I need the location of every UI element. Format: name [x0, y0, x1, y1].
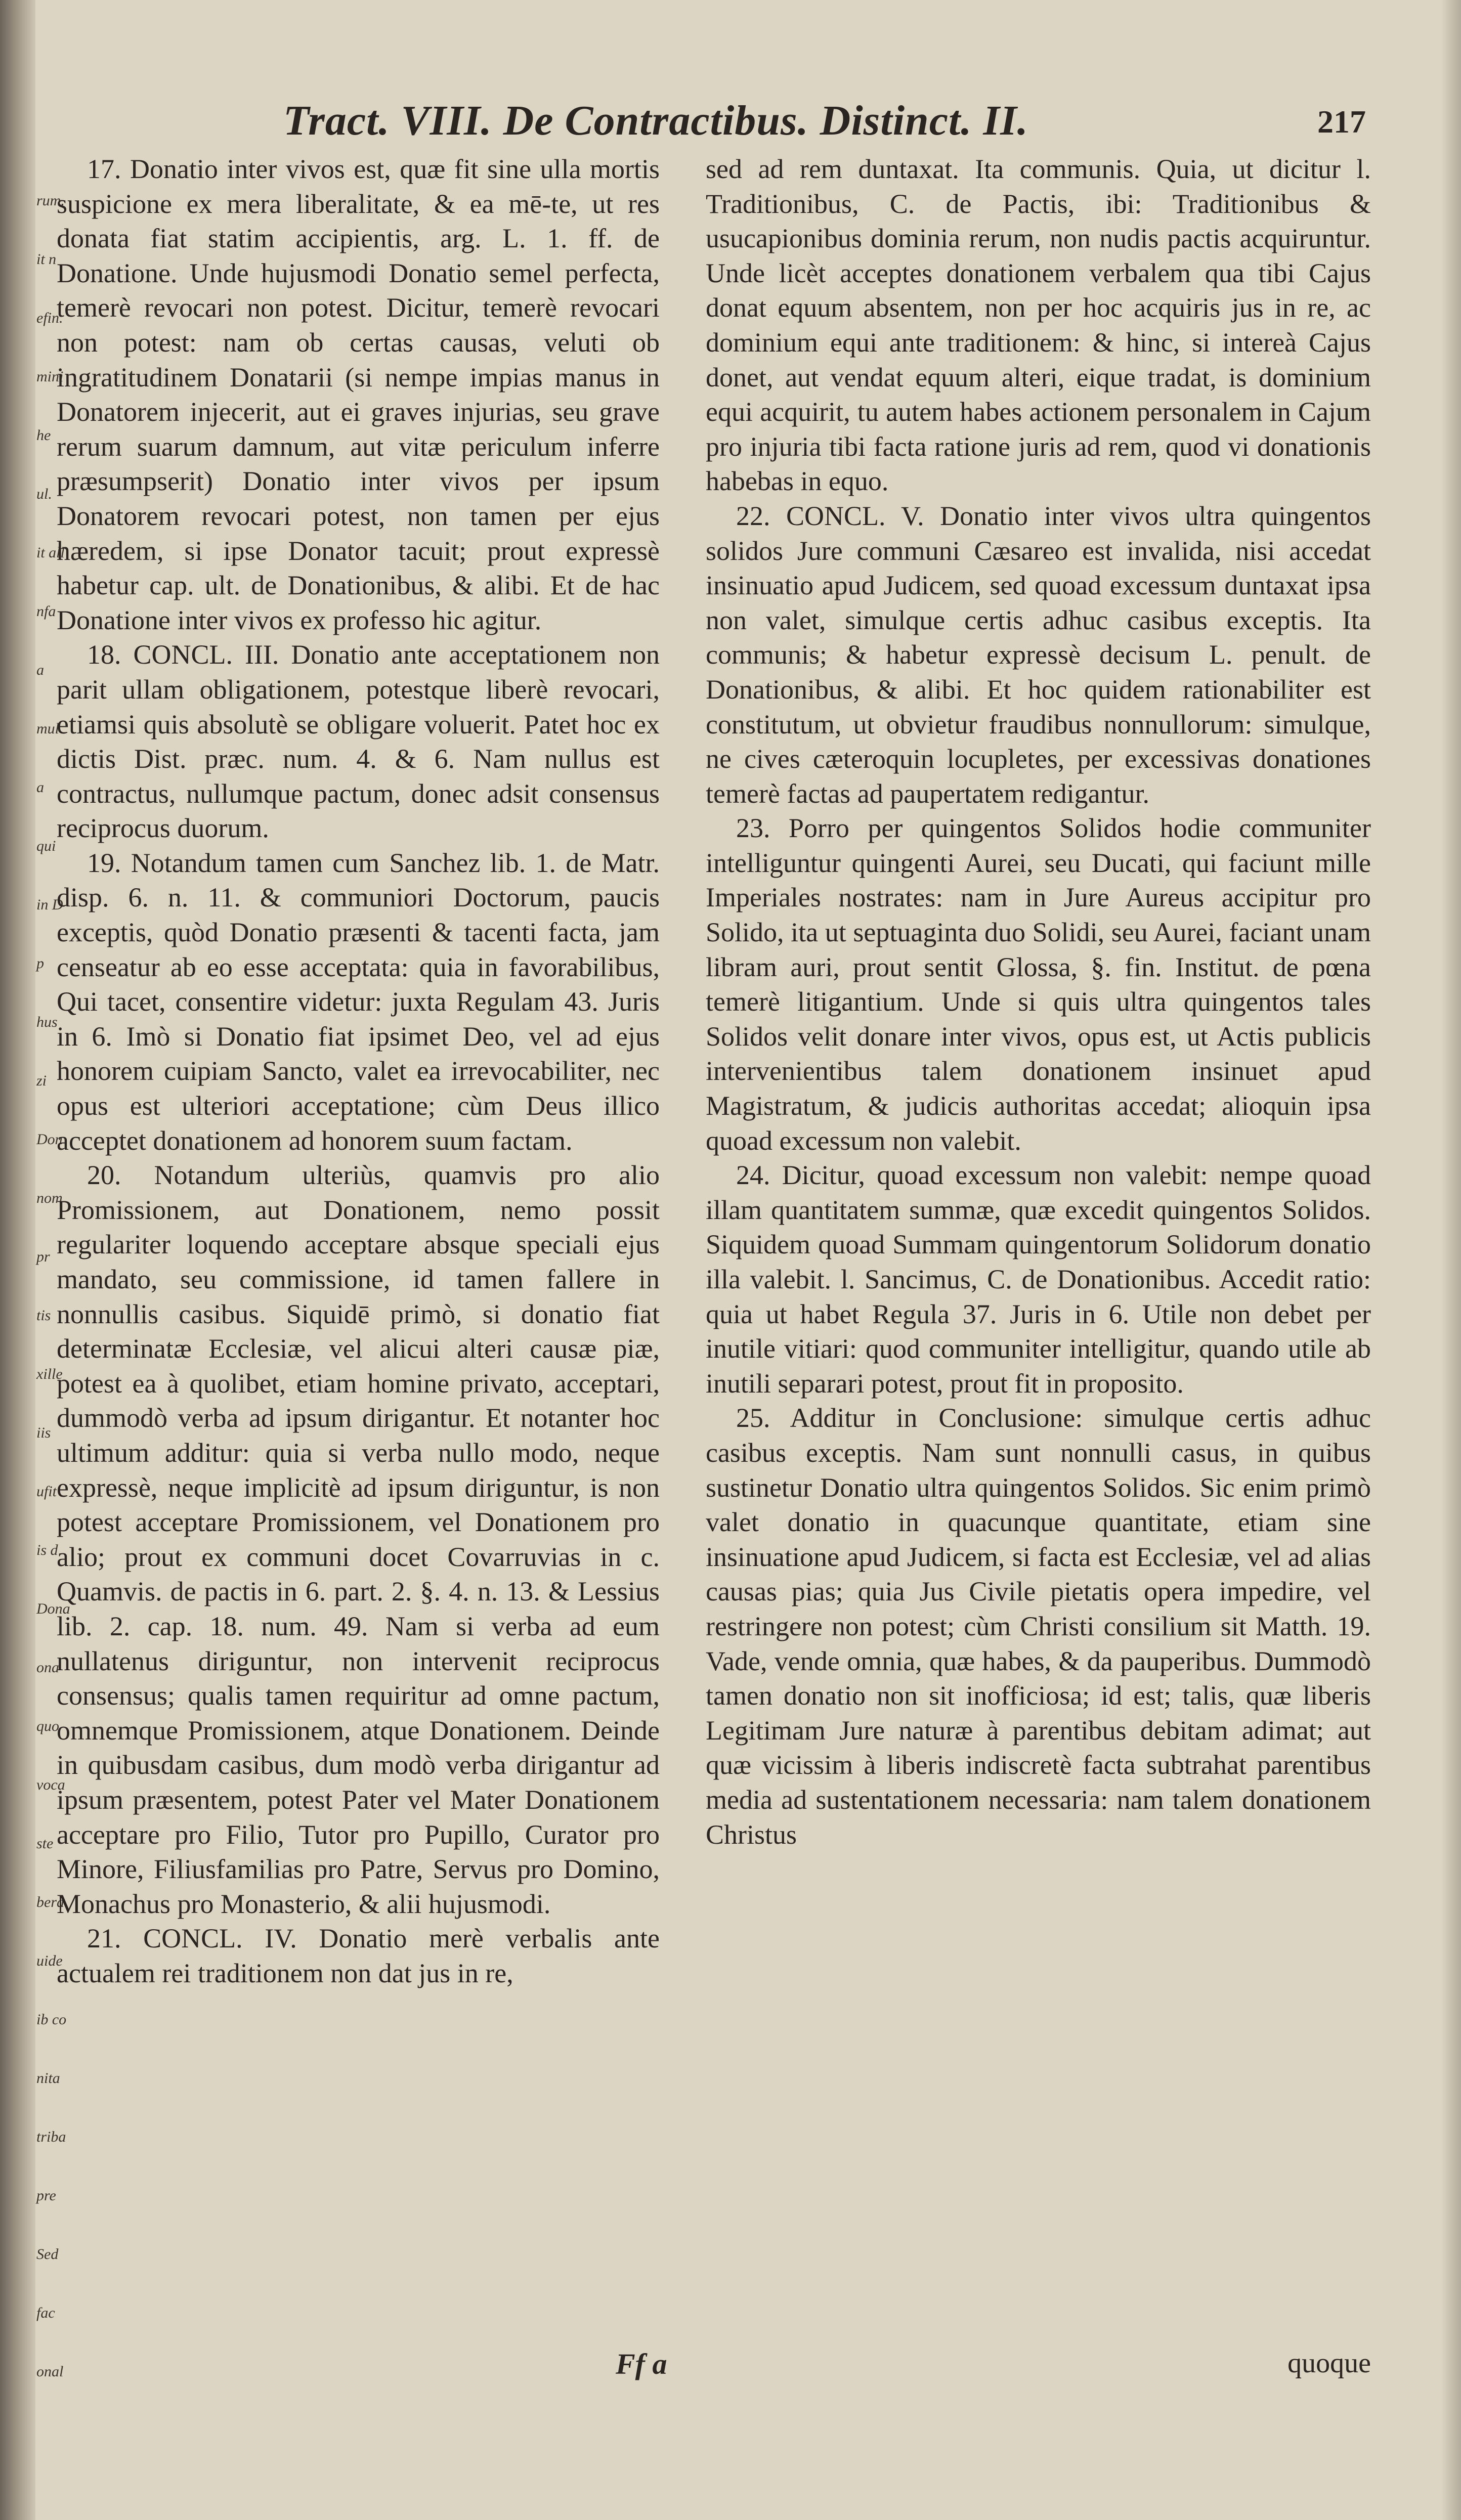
- margin-fragment: onal: [36, 2363, 64, 2380]
- paragraph: sed ad rem duntaxat. Ita communis. Quia, ut dicitur l. Traditionibus, C. de Pactis, ibi: Traditionibus & usucapionibus dominia rerum, non nudis pactis acquiruntur. Unde licèt acceptes donationem verbalem qua tibi Cajus donat equum absentem, non per hoc acquiris jus in re, ac dominium equi ante traditionem: & hinc, si intereà Cajus donet, aut vendat equum alteri, eique tradat, is dominium equi acquirit, tu autem habes actionem personalem in Cajum pro injuria tibi facta ratione juris ad rem, quod vi donationis habebas in equo.: [706, 154, 1371, 497]
- paragraph: 23. Porro per quingentos Solidos hodie communiter intelliguntur quingenti Aurei, seu Ducati, qui faciunt mille Imperiales nostrates: nam in Jure Aureus accipitur pro Solido, ita ut septuaginta duo Solidi, seu Aurei, faciant unam libram auri, prout sentit Glossa, §. fin. Institut. de pœna temerè litigantium. Unde si quis ultra quingentos tales Solidos velit donare inter vivos, opus est, ut Actis publicis intervenientibus talem donationem insinuet apud Magistratum, & judicis authoritas accedat; alioquin ipsa quoad excessum non valebit.: [706, 813, 1371, 1156]
- paragraph: 22. CONCL. V. Donatio inter vivos ultra quingentos solidos Jure communi Cæsareo est invalida, nisi accedat insinuatio apud Judicem, sed quoad excessum duntaxat ipsa non valet, simulque certis adhuc casibus exceptis. Ita communis; & habetur expressè decisum L. penult. de Donationibus, & alibi. Et hoc quidem rationabiliter est constitutum, ut obvietur fraudibus nonnullorum: simulque, ne cives cæteroquin locupletes, per excessivas donationes temerè factas ad paupertatem redigantur.: [706, 500, 1371, 809]
- binding-gutter: [0, 0, 35, 2520]
- margin-fragment: triba: [36, 2128, 66, 2145]
- page-footer: [57, 2347, 1371, 2398]
- margin-fragment: efin.: [36, 310, 63, 326]
- previous-page-margin: [36, 192, 70, 2468]
- margin-fragment: xille: [36, 1366, 63, 1382]
- margin-fragment: voca: [36, 1776, 65, 1793]
- margin-fragment: iis: [36, 1424, 51, 1441]
- page-number: 217: [1317, 104, 1366, 140]
- margin-fragment: is d: [36, 1542, 58, 1558]
- left-text-column: [57, 152, 660, 2327]
- paragraph: 24. Dicitur, quoad excessum non valebit: nempe quoad illam quantitatem summæ, quæ excedit quingentos Solidos. Siquidem quoad Summam quingentorum Solidorum donatio illa valebit. l. Sancimus, C. de Donationibus. Accedit ratio: quia ut habet Regula 37. Juris in 6. Utile non debet per inutile vitiari: quod communiter intelligitur, quando utile ab inutili separari potest, prout fit in proposito.: [706, 1160, 1371, 1399]
- margin-fragment: ib co: [36, 2011, 67, 2028]
- paragraph: 17. Donatio inter vivos est, quæ fit sine ulla mortis suspicione ex mera liberalitate, & ea mē-te, ut res donata fiat statim accipientis, arg. L. 1. ff. de Donatione. Unde hujusmodi Donatio semel perfecta, temerè revocari non potest. Dicitur, temerè revocari non potest: nam ob certas causas, veluti ob ingratitudinem Donatarii (si nempe impias manus in Donatorem injecerit, aut ei graves injurias, seu grave rerum suarum damnum, aut vitæ periculum inferre præsumpserit) Donatio inter vivos per ipsum Donatorem revocari potest, non tamen per ejus hæredem, si ipse Donator tacuit; prout expressè habetur cap. ult. de Donationibus, & alibi. Et de hac Donatione inter vivos ex professo hic agitur.: [57, 154, 660, 635]
- paragraph: 20. Notandum ulteriùs, quamvis pro alio Promissionem, aut Donationem, nemo possit regulariter loquendo acceptare absque speciali ejus mandato, seu commissione, id tamen fallere in nonnullis casibus. Siquidē primò, si donatio fiat determinatæ Ecclesiæ, vel alicui alteri causæ piæ, potest ea à quolibet, etiam homine privato, acceptari, dummodò verba ad ipsum dirigantur. Et notanter hoc ultimum additur: quia si verba nullo modo, neque expressè, neque implicitè ad ipsum diriguntur, is non potest acceptare Promissionem, vel Donationem pro alio; prout ex communi docet Covarruvias in c. Quamvis. de pactis in 6. part. 2. §. 4. n. 13. & Lessius lib. 2. cap. 18. num. 49. Nam si verba ad eum nullatenus diriguntur, non intervenit reciprocus consensus; qualis tamen requiritur ad omne pactum, omnemque Promissionem, atque Donationem. Deinde in quibusdam casibus, dum modò verba dirigantur ad ipsum præsentem, potest Pater vel Mater Donationem acceptare pro Filio, Tutor pro Pupillo, Curator pro Minore, Filiusfamilias pro Patre, Servus pro Domino, Monachus pro Monasterio, & alii hujusmodi.: [57, 1160, 660, 1919]
- paragraph: 21. CONCL. IV. Donatio merè verbalis ante actualem rei traditionem non dat jus in re,: [57, 1923, 660, 1988]
- paragraph: 18. CONCL. III. Donatio ante acceptationem non parit ullam obligationem, potestque liberè revocari, etiamsi quis absolutè se obligare voluerit. Patet hoc ex dictis Dist. præc. num. 4. & 6. Nam nullus est contractus, nullumque pactum, donec adsit consensus reciprocus duorum.: [57, 639, 660, 844]
- margin-fragment: ufit: [36, 1483, 57, 1500]
- paragraph: 25. Additur in Conclusione: simulque certis adhuc casibus exceptis. Nam sunt nonnulli casus, in quibus sustinetur Donatio ultra quingentos Solidos. Sic enim primò valet donatio in quacunque quantitate, etiam sine insinuatione apud Judicem, si facta est Ecclesiæ, vel ad alias causas pias; quia Jus Civile pietatis opera impedire, vel restringere non potest; cùm Christi consilium sit Matth. 19. Vade, vende omnia, quæ habes, & da pauperibus. Dummodò tamen donatio non sit inofficiosa; id est; talis, quæ liberis Legitimam Jure naturæ à parentibus debitam adimat; aut quæ vicissim à liberis indiscretè facta subtrahat parentibus media ad sustentationem necessaria: nam talem donationem Christus: [706, 1403, 1371, 1850]
- margin-fragment: nita: [36, 2070, 60, 2087]
- margin-fragment: ona: [36, 1659, 59, 1676]
- paragraph: 19. Notandum tamen cum Sanchez lib. 1. de Matr. disp. 6. n. 11. & communiori Doctorum, paucis exceptis, quòd Donatio præsenti & tacenti facta, jam censeatur ab eo esse acceptata: quia in favorabilibus, Qui tacet, consentire videtur: juxta Regulam 43. Juris in 6. Imò si Donatio fiat ipsimet Deo, vel ad ejus honorem cuipiam Sancto, valet ea irrevocabiliter, nec opus est ulteriori acceptatione; cùm Deus illico acceptet donationem ad honorem suum factam.: [57, 847, 660, 1156]
- margin-fragment: mul: [36, 720, 59, 737]
- margin-fragment: bera: [36, 1894, 64, 1910]
- margin-fragment: Sed: [36, 2246, 59, 2263]
- margin-fragment: nfa: [36, 603, 56, 620]
- margin-fragment: pre: [36, 2187, 56, 2204]
- margin-fragment: rum.: [36, 192, 65, 209]
- margin-fragment: quo: [36, 1718, 59, 1734]
- margin-fragment: hus: [36, 1014, 58, 1030]
- catchword: quoque: [1287, 2348, 1371, 2379]
- running-title: Tract. VIII. De Contractibus. Distinct. II.: [283, 97, 1028, 144]
- margin-fragment: uide: [36, 1952, 63, 1969]
- margin-fragment: mini: [36, 368, 64, 385]
- page-edge-shadow: [1441, 0, 1461, 2520]
- margin-fragment: tis: [36, 1307, 51, 1324]
- margin-fragment: pr: [36, 1248, 50, 1265]
- margin-fragment: ste: [36, 1835, 54, 1852]
- margin-fragment: p: [36, 955, 44, 972]
- margin-fragment: Dona: [36, 1600, 70, 1617]
- page-header: [283, 96, 1366, 152]
- margin-fragment: in D: [36, 896, 63, 913]
- margin-fragment: it all: [36, 544, 65, 561]
- margin-fragment: he: [36, 427, 51, 444]
- margin-fragment: a: [36, 779, 44, 796]
- right-text-column: [706, 152, 1371, 2327]
- margin-fragment: nom: [36, 1190, 63, 1206]
- margin-fragment: zi: [36, 1072, 47, 1089]
- margin-fragment: fac: [36, 2305, 55, 2321]
- margin-fragment: it n: [36, 251, 57, 268]
- margin-fragment: a: [36, 662, 44, 678]
- margin-fragment: qui: [36, 838, 56, 854]
- margin-fragment: ul.: [36, 486, 52, 502]
- signature-mark: Ff a: [616, 2348, 667, 2380]
- margin-fragment: Don: [36, 1131, 63, 1148]
